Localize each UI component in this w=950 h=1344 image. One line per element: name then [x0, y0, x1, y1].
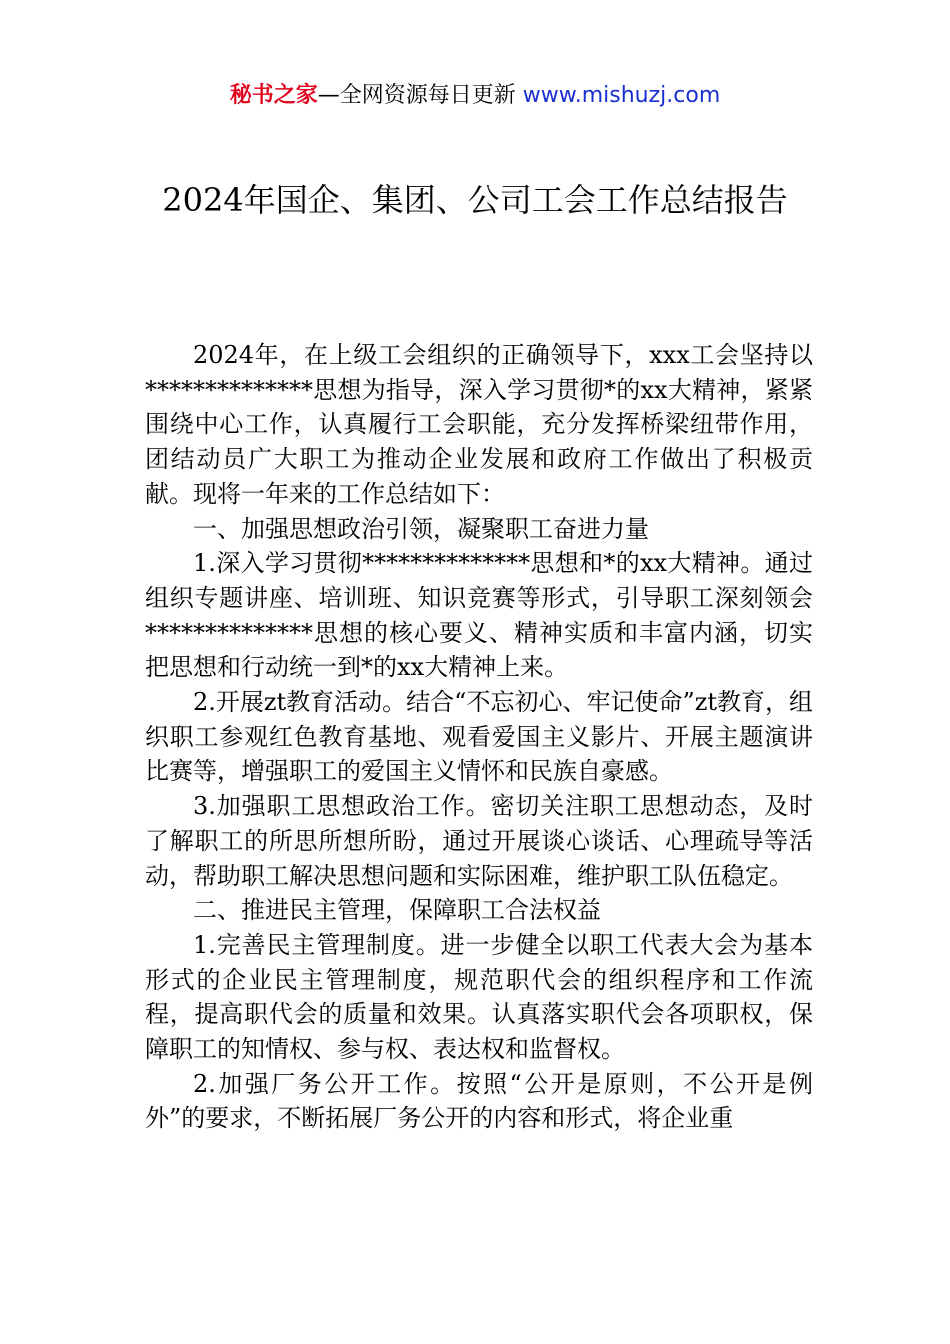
- body-paragraph: 3.加强职工思想政治工作。密切关注职工思想动态，及时了解职工的所思所想所盼，通过开展谈心谈话、心理疏导等活动，帮助职工解决思想问题和实际困难，维护职工队伍稳定。: [145, 792, 813, 890]
- section-heading-1: 一、加强思想政治引领，凝聚职工奋进力量: [193, 514, 649, 543]
- site-url-link[interactable]: www.mishuzj.com: [522, 83, 721, 108]
- document-title: 2024年国企、集团、公司工会工作总结报告: [162, 181, 788, 219]
- body-paragraph: 1.完善民主管理制度。进一步健全以职工代表大会为基本形式的企业民主管理制度，规范职代会的组织程序和工作流程，提高职代会的质量和效果。认真落实职代会各项职权，保障职工的知情权、参与权、表达权和监督权。: [145, 930, 813, 1064]
- document-body: [145, 338, 813, 1136]
- site-name: 秘书之家: [229, 83, 318, 108]
- section-heading-2: 二、推进民主管理，保障职工合法权益: [193, 896, 601, 925]
- site-tagline: —全网资源每日更新: [317, 83, 516, 108]
- site-header: [0, 78, 950, 114]
- body-paragraph: 2.开展zt教育活动。结合“不忘初心、牢记使命”zt教育，组织职工参观红色教育基地、观看爱国主义影片、开展主题演讲比赛等，增强职工的爱国主义情怀和民族自豪感。: [145, 688, 814, 786]
- body-paragraph: 2.加强厂务公开工作。按照“公开是原则，不公开是例外”的要求，不断拓展厂务公开的内容和形式，将企业重: [145, 1069, 813, 1133]
- intro-paragraph: 2024年，在上级工会组织的正确领导下，xxx工会坚持以**************思想为指导，深入学习贯彻*的xx大精神，紧紧围绕中心工作，认真履行工会职能，充分发挥桥梁纽带作用，团结动员广大职工为推动企业发展和政府工作做出了积极贡献。现将一年来的工作总结如下：: [145, 341, 813, 508]
- body-paragraph: 1.深入学习贯彻**************思想和*的xx大精神。通过组织专题讲座、培训班、知识竞赛等形式，引导职工深刻领会**************思想的核心要义、精神实质和丰富内涵，切实把思想和行动统一到*的xx大精神上来。: [145, 549, 813, 682]
